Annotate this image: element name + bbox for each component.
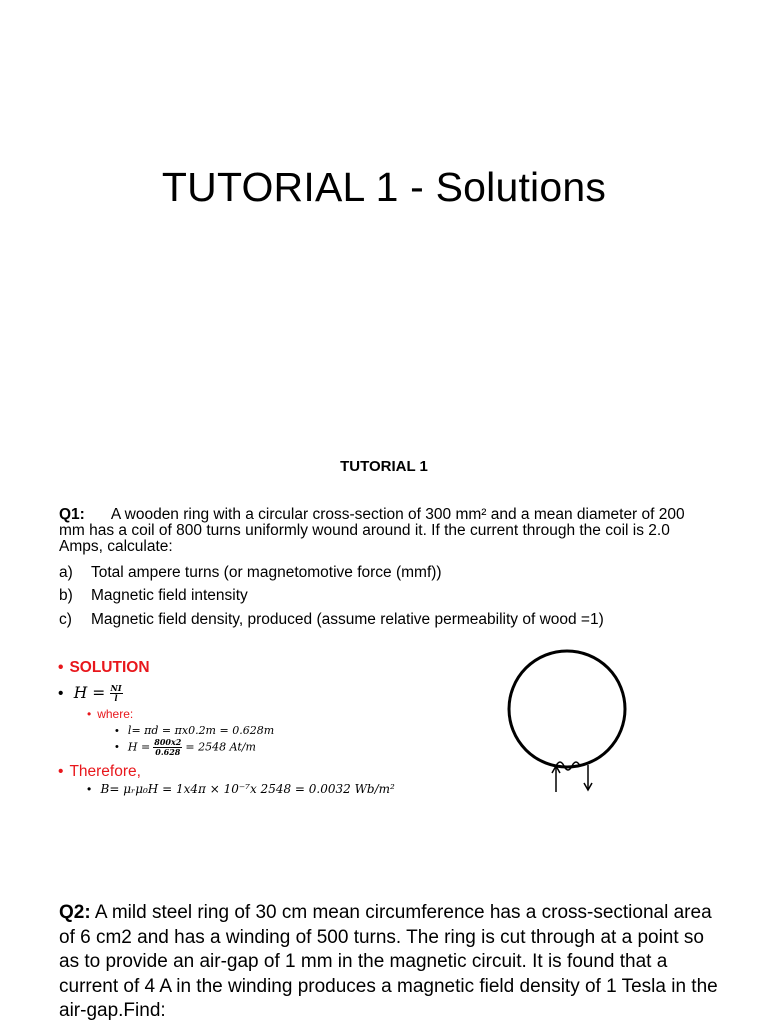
question-2-text: A mild steel ring of 30 cm mean circumference has a cross-sectional area of 6 cm2 and has a winding of 500 turns. The ring is cut through at a point so as to provide an air-gap of 1 mm in the magnetic circuit. It is found that a current of 4 A in the winding produces a magnetic field density of 1 Tesla in the air-gap.Find: bbox=[59, 902, 718, 1021]
option-b bbox=[59, 587, 248, 605]
b-formula bbox=[87, 782, 395, 796]
ring-shape bbox=[509, 651, 625, 767]
h-value-numerator: 800x2 bbox=[154, 737, 182, 747]
formula-lhs: H = bbox=[73, 684, 106, 702]
question-2 bbox=[59, 901, 719, 1024]
option-letter: a) bbox=[59, 564, 73, 581]
option-text: Magnetic field intensity bbox=[91, 587, 248, 604]
formula-fraction bbox=[110, 684, 123, 703]
ring-coil-diagram bbox=[500, 645, 640, 800]
question-1-label: Q1: bbox=[59, 506, 85, 523]
formula-h bbox=[58, 684, 123, 703]
formula-numerator: NI bbox=[110, 683, 122, 694]
h-value-formula bbox=[115, 738, 256, 757]
h-value-denominator: 0.628 bbox=[155, 747, 181, 757]
question-2-label: Q2: bbox=[59, 902, 91, 923]
b-formula-text: B= μᵣμ₀H = 1x4π × 10⁻⁷x 2548 = 0.0032 Wb/m² bbox=[100, 782, 395, 796]
h-value-lhs: H = bbox=[127, 740, 151, 754]
question-1-text: A wooden ring with a circular cross-section of 300 mm² and a mean diameter of 200 mm has a coil of 800 turns uniformly wound around it. If the current through the coil is 2.0 Amps, calculate: bbox=[59, 506, 685, 555]
option-c bbox=[59, 611, 604, 629]
formula-denominator: l bbox=[114, 693, 118, 704]
h-value-rhs: = 2548 At/m bbox=[185, 740, 256, 754]
option-a bbox=[59, 564, 442, 582]
h-value-fraction bbox=[153, 738, 182, 757]
option-text: Magnetic field density, produced (assume relative permeability of wood =1) bbox=[91, 611, 604, 628]
length-formula-text: l= πd = πx0.2m = 0.628m bbox=[127, 724, 275, 737]
question-1 bbox=[59, 507, 699, 555]
option-letter: b) bbox=[59, 587, 73, 604]
solution-heading: • SOLUTION bbox=[58, 659, 150, 677]
current-arrows bbox=[552, 765, 592, 792]
option-letter: c) bbox=[59, 611, 72, 628]
tutorial-heading: TUTORIAL 1 bbox=[340, 458, 428, 475]
where-label: • where: bbox=[87, 707, 133, 721]
page-title: TUTORIAL 1 - Solutions bbox=[161, 164, 607, 210]
length-formula bbox=[115, 724, 274, 737]
therefore-label: • Therefore, bbox=[58, 763, 141, 781]
option-text: Total ampere turns (or magnetomotive force (mmf)) bbox=[91, 564, 442, 581]
